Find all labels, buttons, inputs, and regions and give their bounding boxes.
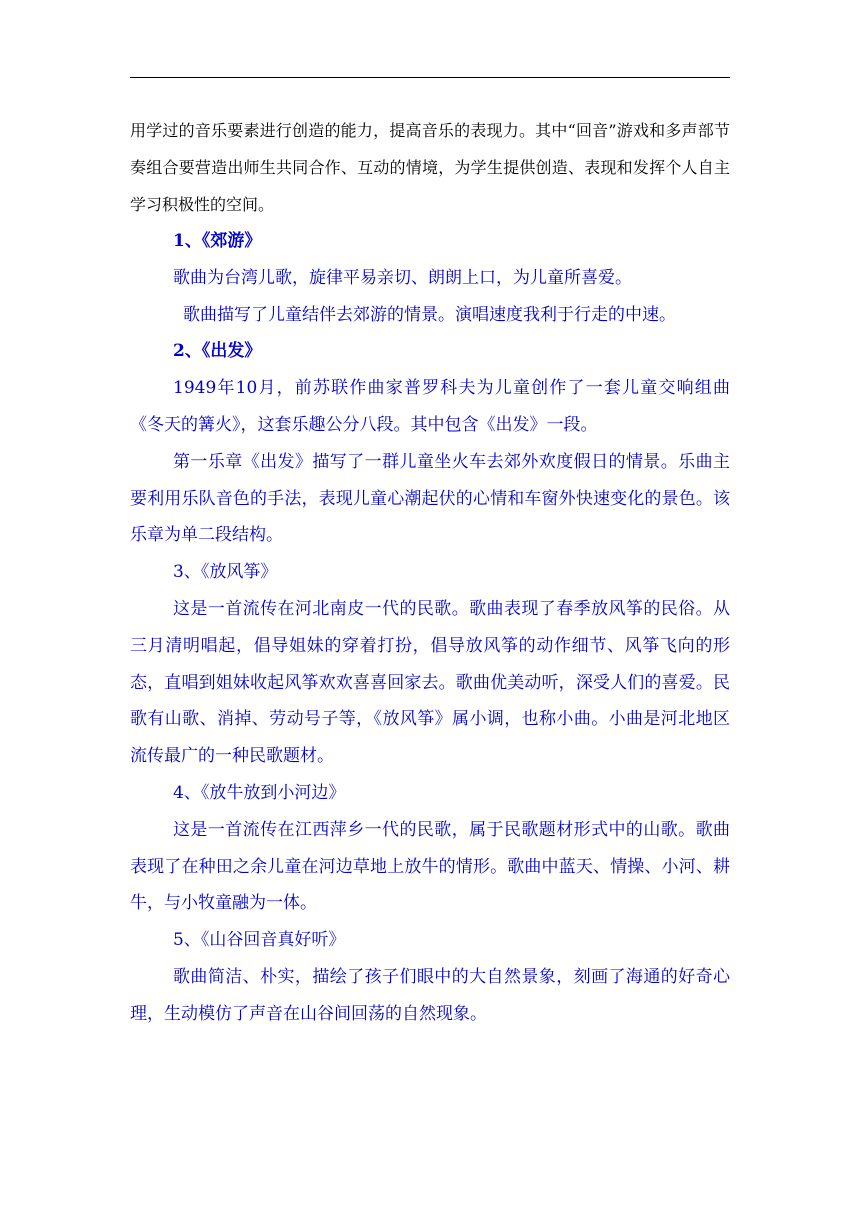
section-2-paragraph-2: 第一乐章《出发》描写了一群儿童坐火车去郊外欢度假日的情景。乐曲主要利用乐队音色的手法，表现儿童心潮起伏的心情和车窗外快速变化的景色。该乐章为单二段结构。 [130, 451, 730, 546]
section-heading-5: 5、《山谷回音真好听》 [173, 930, 346, 951]
document-body [130, 112, 730, 1033]
section-heading-1: 1、《郊游》 [173, 231, 262, 251]
section-heading-3: 3、《放风筝》 [173, 562, 278, 583]
section-4-paragraph-1: 这是一首流传在江西萍乡一代的民歌，属于民歌题材形式中的山歌。歌曲表现了在种田之余儿童在河边草地上放牛的情形。歌曲中蓝天、情操、小河、耕牛，与小牧童融为一体。 [130, 819, 730, 914]
section-1-paragraph-1: 歌曲为台湾儿歌，旋律平易亲切、朗朗上口，为儿童所喜爱。 [173, 267, 632, 288]
section-heading-2: 2、《出发》 [173, 341, 262, 362]
header-rule [130, 77, 730, 78]
section-5-paragraph-1: 歌曲简洁、朴实，描绘了孩子们眼中的大自然景象，刻画了海通的好奇心理，生动模仿了声音在山谷间回荡的自然现象。 [130, 966, 730, 1024]
section-1-paragraph-2: 歌曲描写了儿童结伴去郊游的情景。演唱速度我利于行走的中速。 [183, 304, 676, 325]
intro-paragraph: 用学过的音乐要素进行创造的能力，提高音乐的表现力。其中“回音”游戏和多声部节奏组合要营造出师生共同合作、互动的情境，为学生提供创造、表现和发挥个人自主学习积极性的空间。 [130, 121, 730, 214]
section-heading-4: 4、《放牛放到小河边》 [173, 782, 346, 803]
section-2-paragraph-1: 1949年10月，前苏联作曲家普罗科夫为儿童创作了一套儿童交响组曲《冬天的篝火》，这套乐趣公分八段。其中包含《出发》一段。 [130, 378, 730, 435]
section-3-paragraph-1: 这是一首流传在河北南皮一代的民歌。歌曲表现了春季放风筝的民俗。从三月清明唱起，倡导姐妹的穿着打扮，倡导放风筝的动作细节、风筝飞向的形态，直唱到姐妹收起风筝欢欢喜喜回家去。歌曲优美动听，深受人们的喜爱。民歌有山歌、消掉、劳动号子等，《放风筝》属小调，也称小曲。小曲是河北地区流传最广的一种民歌题材。 [130, 598, 730, 767]
